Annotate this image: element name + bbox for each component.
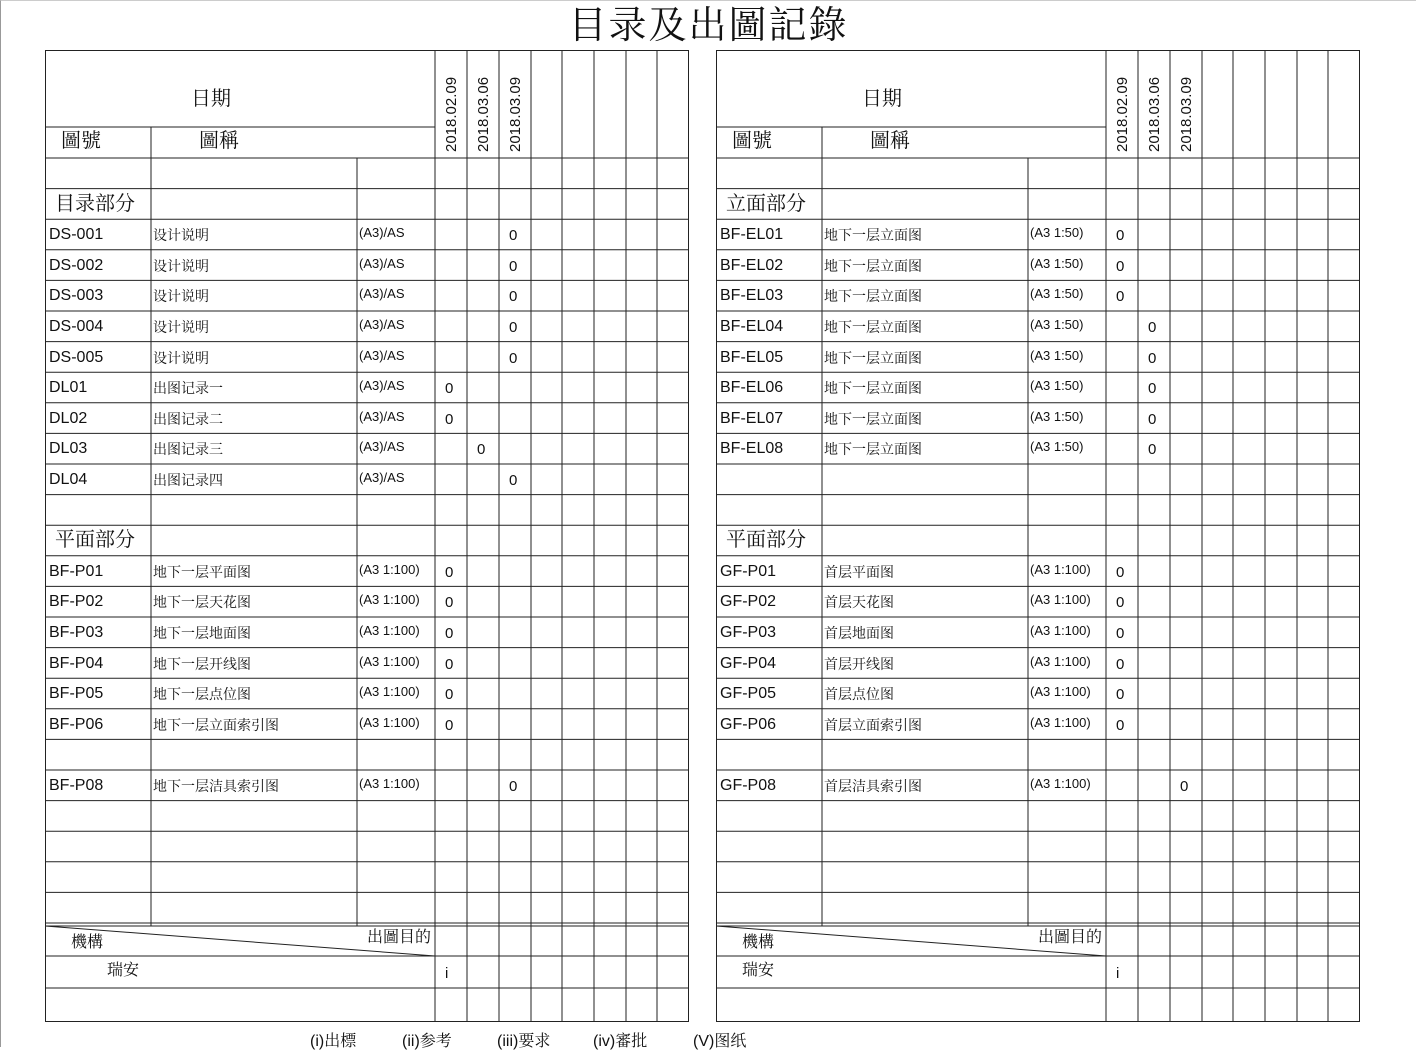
purpose-mark: i [445,965,449,982]
legend-item-request: (iii)要求 [497,1033,551,1050]
section-label-1: 目录部分 [55,190,135,215]
issue-mark: 0 [445,716,454,734]
date-column-2: 2018.03.06 [1146,76,1163,152]
legend-item-reference: (ii)参考 [402,1033,452,1050]
drawing-name: 首层地面图 [824,626,894,642]
drawing-name: 首层开线图 [824,656,894,673]
drawing-code: BF-P03 [49,624,104,641]
drawing-scale: (A3)/AS [359,470,405,485]
drawing-code: DS-002 [49,256,104,274]
date-column-1: 2018.02.09 [1114,76,1131,152]
drawing-code: GF-P08 [720,777,777,794]
drawing-scale: (A3)/AS [359,378,405,394]
drawing-name: 地下一层立面图 [824,411,922,428]
drawing-name: 地下一层立面图 [824,381,922,398]
drawing-code: GF-P02 [720,593,777,611]
issue-mark: 0 [1148,349,1157,367]
drawing-name: 地下一层地面图 [153,626,251,642]
drawing-code: BF-P06 [49,715,104,733]
drawing-code: BF-P01 [49,562,104,580]
table-frame [46,51,689,1022]
drawing-code: BF-EL03 [720,287,784,305]
issue-mark: 0 [445,655,454,673]
drawing-name: 地下一层开线图 [153,656,251,673]
drawing-scale: (A3)/AS [359,347,405,363]
section-label-1: 立面部分 [726,190,806,215]
drawing-code: DS-003 [49,287,104,305]
purpose-label: 出圖目的 [367,927,432,946]
legend-item-approval: (iv)審批 [593,1033,648,1050]
issue-mark: 0 [445,686,454,704]
table-frame [717,51,1360,1022]
issue-mark: 0 [509,349,518,367]
left-sheet [45,50,689,1022]
drawing-scale: (A3 1:50) [1030,347,1084,363]
drawing-name: 地下一层立面图 [824,320,922,336]
drawing-name: 地下一层天花图 [153,595,251,612]
issue-mark: 0 [1116,716,1125,734]
org-name: 瑞安 [107,960,140,979]
drawing-scale: (A3)/AS [359,286,405,302]
issue-mark: 0 [509,288,518,306]
issue-mark: 0 [1180,778,1189,795]
issue-mark: 0 [445,625,454,642]
drawing-scale: (A3 1:100) [359,561,420,577]
drawing-name: 地下一层立面图 [824,350,922,367]
issue-mark: 0 [1148,319,1157,336]
issue-mark: 0 [509,227,518,245]
drawing-code: BF-EL06 [720,379,784,397]
drawing-code: BF-P02 [49,593,104,611]
drawing-code: DS-004 [49,318,104,335]
drawing-scale: (A3 1:50) [1030,286,1084,302]
issue-mark: 0 [1148,380,1157,398]
drawing-code: DS-001 [49,226,104,244]
issue-mark: 0 [477,441,486,459]
left-grid [45,50,689,1022]
drawing-code: BF-P08 [49,777,104,794]
drawing-code: BF-EL01 [720,226,784,244]
drawing-no-header: 圖號 [61,128,101,152]
issue-mark: 0 [1116,257,1125,275]
drawing-scale: (A3 1:100) [1030,592,1091,608]
drawing-scale: (A3 1:100) [359,776,420,791]
drawing-code: BF-EL08 [720,440,784,458]
legend-item-drawing: (V)图纸 [693,1033,747,1050]
drawing-scale: (A3)/AS [359,255,405,271]
drawing-scale: (A3 1:50) [1030,255,1084,271]
issue-mark: 0 [509,257,518,275]
date-column-3: 2018.03.09 [1178,76,1195,152]
drawing-name: 地下一层立面图 [824,258,922,275]
issue-mark: 0 [509,778,518,795]
drawing-scale: (A3 1:100) [1030,653,1091,669]
drawing-name: 出图记录一 [153,381,223,398]
drawing-name: 首层立面索引图 [824,717,922,734]
legend [0,1026,1417,1048]
drawing-name: 设计说明 [153,320,209,336]
drawing-name: 地下一层点位图 [153,687,251,704]
drawing-name-header: 圖稱 [870,128,910,152]
issue-mark: 0 [445,563,454,581]
drawing-code: GF-P01 [720,562,777,580]
date-header: 日期 [862,86,902,110]
drawing-code: DS-005 [49,348,104,366]
drawing-name: 出图记录三 [153,442,223,459]
drawing-code: DL04 [49,471,88,488]
drawing-code: GF-P05 [720,685,777,703]
issue-mark: 0 [1116,288,1125,306]
issue-mark: 0 [1148,410,1157,428]
drawing-name: 设计说明 [153,258,209,275]
date-column-3: 2018.03.09 [507,76,524,152]
issue-mark: 0 [445,594,454,612]
issue-mark: 0 [1116,227,1125,245]
drawing-name: 首层平面图 [824,564,894,581]
legend-item-issue: (i)出標 [310,1033,357,1050]
drawing-name-header: 圖稱 [199,128,239,152]
drawing-name: 首层洁具索引图 [824,779,922,795]
purpose-label: 出圖目的 [1038,927,1103,946]
issue-mark: 0 [509,319,518,336]
issue-mark: 0 [1116,625,1125,642]
drawing-scale: (A3 1:50) [1030,317,1084,332]
drawing-name: 出图记录四 [153,473,223,489]
drawing-scale: (A3 1:100) [359,623,420,638]
issue-mark: 0 [509,472,518,489]
drawing-scale: (A3 1:50) [1030,408,1084,424]
drawing-scale: (A3 1:100) [359,653,420,669]
issue-mark: 0 [1116,563,1125,581]
purpose-mark: i [1116,965,1120,982]
drawing-name: 地下一层平面图 [153,564,251,581]
right-grid [716,50,1360,1022]
drawing-name: 地下一层立面图 [824,289,922,306]
drawing-code: BF-P04 [49,654,104,672]
page-title: 目录及出圖記錄 [568,3,849,47]
drawing-scale: (A3 1:100) [1030,714,1091,730]
drawing-code: BF-P05 [49,685,104,703]
drawing-code: DL03 [49,440,88,458]
drawing-code: DL02 [49,409,88,427]
drawing-code: BF-EL04 [720,318,784,335]
section-label-2: 平面部分 [726,527,806,552]
org-label: 機構 [71,932,104,951]
drawing-scale: (A3 1:100) [359,592,420,608]
drawing-name: 设计说明 [153,350,209,367]
drawing-name: 地下一层立面图 [824,228,922,245]
drawing-code: BF-EL07 [720,409,784,427]
drawing-name: 设计说明 [153,228,209,245]
issue-mark: 0 [445,380,454,398]
drawing-code: GF-P04 [720,654,777,672]
issue-mark: 0 [1116,686,1125,704]
drawing-scale: (A3)/AS [359,408,405,424]
drawing-code: DL01 [49,379,88,397]
drawing-name: 出图记录二 [153,411,223,428]
drawing-code: BF-EL05 [720,348,784,366]
drawing-scale: (A3)/AS [359,317,405,332]
drawing-scale: (A3 1:100) [359,684,420,700]
drawing-scale: (A3 1:100) [359,714,420,730]
drawing-scale: (A3 1:100) [1030,623,1091,638]
drawing-scale: (A3 1:50) [1030,378,1084,394]
drawing-name: 地下一层洁具索引图 [153,779,279,795]
drawing-scale: (A3)/AS [359,225,405,241]
drawing-name: 地下一层立面索引图 [153,717,279,734]
drawing-code: GF-P03 [720,624,777,641]
drawing-code: GF-P06 [720,715,777,733]
drawing-code: BF-EL02 [720,256,784,274]
issue-mark: 0 [1116,594,1125,612]
drawing-no-header: 圖號 [732,128,772,152]
drawing-scale: (A3 1:50) [1030,225,1084,241]
section-label-2: 平面部分 [55,527,135,552]
drawing-scale: (A3 1:100) [1030,561,1091,577]
issue-mark: 0 [1116,655,1125,673]
drawing-name: 首层天花图 [824,595,894,612]
date-header: 日期 [191,86,231,110]
issue-mark: 0 [1148,441,1157,459]
date-column-1: 2018.02.09 [443,76,460,152]
drawing-scale: (A3 1:50) [1030,439,1084,455]
date-column-2: 2018.03.06 [475,76,492,152]
drawing-name: 地下一层立面图 [824,442,922,459]
drawing-name: 首层点位图 [824,687,894,704]
org-label: 機構 [742,932,775,951]
org-name: 瑞安 [742,960,775,979]
right-sheet [716,50,1360,1022]
drawing-scale: (A3 1:100) [1030,684,1091,700]
issue-mark: 0 [445,410,454,428]
drawing-scale: (A3 1:100) [1030,776,1091,791]
drawing-name: 设计说明 [153,289,209,306]
drawing-scale: (A3)/AS [359,439,405,455]
